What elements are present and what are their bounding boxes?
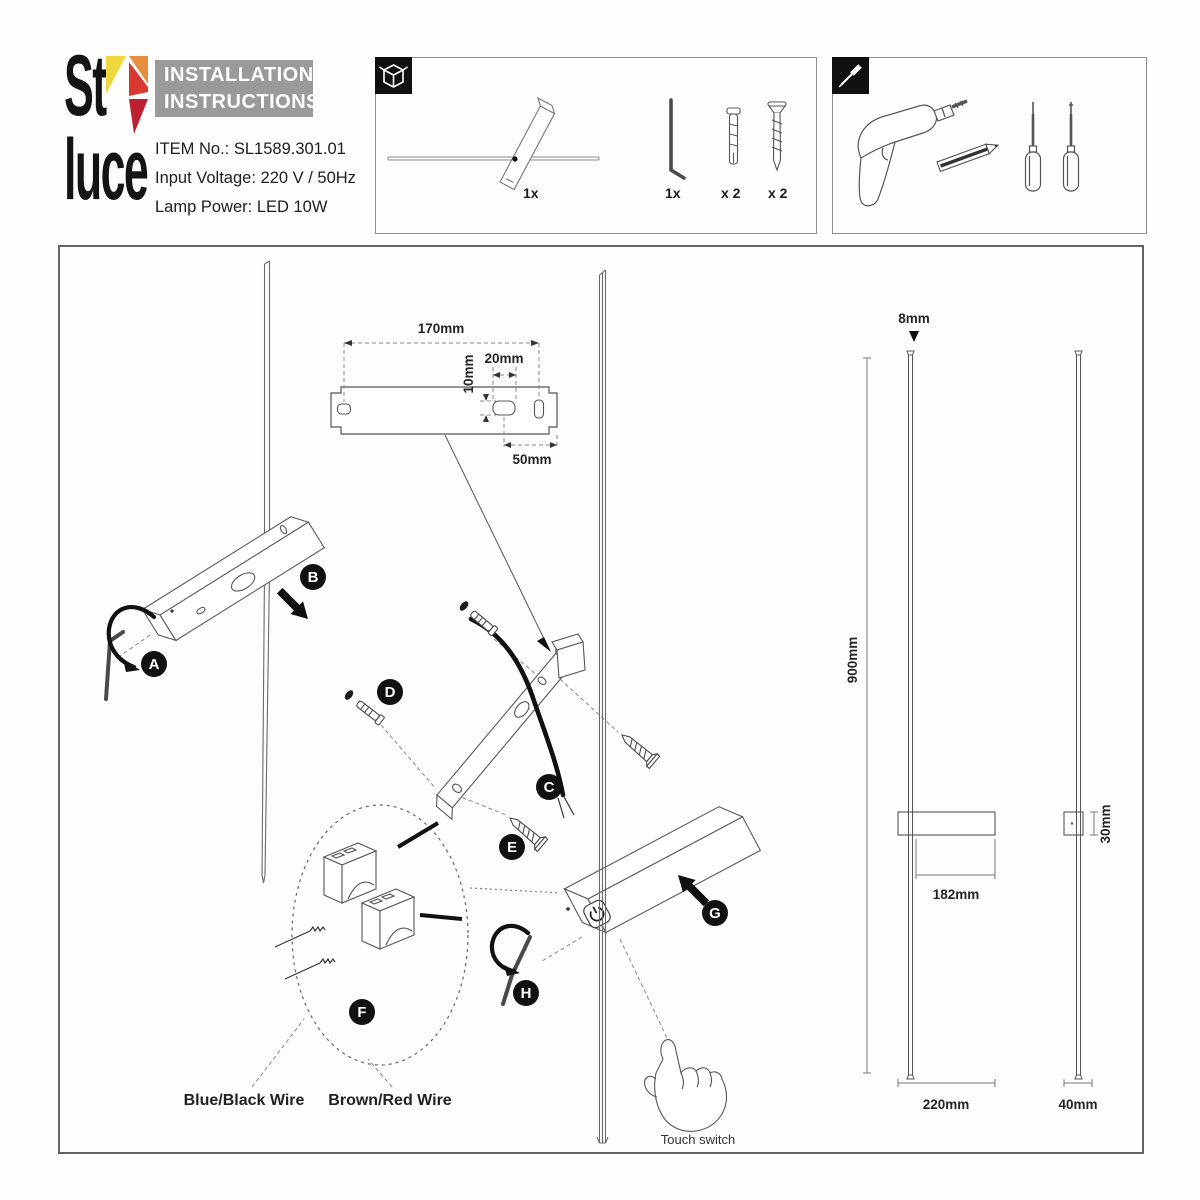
- rod-diameter-pointer: [909, 331, 919, 342]
- pencil-icon: [937, 140, 1000, 171]
- allen-key-icon: [671, 100, 684, 178]
- title-banner: [155, 60, 320, 117]
- wall-plug-d: [355, 699, 385, 725]
- dim-8mm: 8mm: [898, 311, 930, 326]
- step-a-letter: A: [148, 656, 160, 673]
- dim-182mm: 182mm: [932, 887, 980, 902]
- dim-40mm: 40mm: [1058, 1097, 1098, 1112]
- dim-900mm: 900mm: [845, 636, 860, 684]
- installation-diagram: [60, 247, 1142, 1152]
- wall-rod-middle: [597, 270, 608, 1143]
- item-number-label: ITEM No.:: [155, 140, 230, 158]
- dim-50mm: 50mm: [512, 452, 552, 467]
- step-d-letter: D: [384, 684, 396, 701]
- input-voltage-value: 220 V / 50Hz: [260, 169, 356, 187]
- stripped-wires: [275, 927, 335, 979]
- wire-connector-1: [324, 843, 376, 903]
- lamp-body-drawing: [495, 98, 558, 190]
- flat-screwdriver-icon: [1026, 102, 1041, 191]
- mounting-step-cde: [343, 600, 660, 860]
- wall-plug-qty-label: x 2: [721, 185, 741, 201]
- package-box-icon: [375, 57, 412, 94]
- dim-220mm: 220mm: [922, 1097, 970, 1112]
- lamp-power: [155, 198, 327, 217]
- input-voltage-label: Input Voltage:: [155, 169, 256, 187]
- side-view-rod: [1075, 351, 1082, 1079]
- brown-red-wire-label: Brown/Red Wire: [328, 1092, 452, 1109]
- bracket-leader-arrow: [537, 637, 551, 652]
- lamp-joint-dot: [512, 156, 517, 161]
- blue-black-wire-label: Blue/Black Wire: [183, 1092, 305, 1109]
- step-e-letter: E: [506, 839, 518, 856]
- step-f-letter: F: [357, 1004, 367, 1021]
- step-h-letter: H: [520, 985, 532, 1002]
- dim-170mm: 170mm: [417, 321, 465, 336]
- wall-plug-icon: [727, 108, 740, 164]
- tools-drawing: [833, 58, 1143, 229]
- package-contents-panel: [375, 57, 817, 234]
- step-c-letter: C: [543, 779, 555, 796]
- screw-right: [617, 729, 660, 769]
- tools-panel: [832, 57, 1147, 234]
- lamp-qty-label: 1x: [523, 185, 539, 201]
- title-line-1: INSTALLATION: [164, 64, 314, 86]
- plug-cap-d: [343, 689, 355, 702]
- touch-switch-label: Touch switch: [660, 1132, 736, 1147]
- dim-10mm: 10mm: [461, 354, 476, 394]
- lamp-body-step-ab: [106, 510, 326, 699]
- installation-diagram-panel: [58, 245, 1144, 1154]
- title-line-2: INSTRUCTIONS: [164, 91, 320, 113]
- drill-icon: [858, 101, 967, 206]
- item-number-value: SL1589.301.01: [233, 140, 346, 158]
- lamp-rod-drawing: [388, 157, 599, 160]
- input-voltage: [155, 169, 356, 188]
- brand-logo: [64, 38, 159, 232]
- logo-text-luce: luce: [64, 122, 148, 218]
- touch-switch-hand: [645, 1040, 736, 1147]
- lamp-power-value: LED 10W: [256, 198, 328, 216]
- step-b-letter: B: [307, 569, 319, 586]
- arrow-b: [273, 584, 314, 625]
- allen-key-qty-label: 1x: [665, 185, 681, 201]
- dim-30mm: 30mm: [1098, 804, 1113, 844]
- package-contents-drawing: [376, 58, 813, 229]
- front-view-rod: [907, 351, 914, 1079]
- step-g-letter: G: [709, 905, 721, 922]
- dim-20mm: 20mm: [484, 351, 524, 366]
- screw-qty-label: x 2: [768, 185, 788, 201]
- dimension-views: [845, 311, 1113, 1112]
- phillips-screwdriver-icon: [1064, 102, 1079, 191]
- wire-connector-2: [362, 889, 414, 949]
- plug-cap-upper: [458, 600, 470, 613]
- lamp-power-label: Lamp Power:: [155, 198, 253, 216]
- item-number: [155, 140, 346, 159]
- tools-box-icon: [832, 57, 869, 94]
- bracket-dimension-detail: [331, 321, 557, 652]
- screw-icon: [768, 102, 786, 170]
- logo-text-st: St: [64, 38, 106, 134]
